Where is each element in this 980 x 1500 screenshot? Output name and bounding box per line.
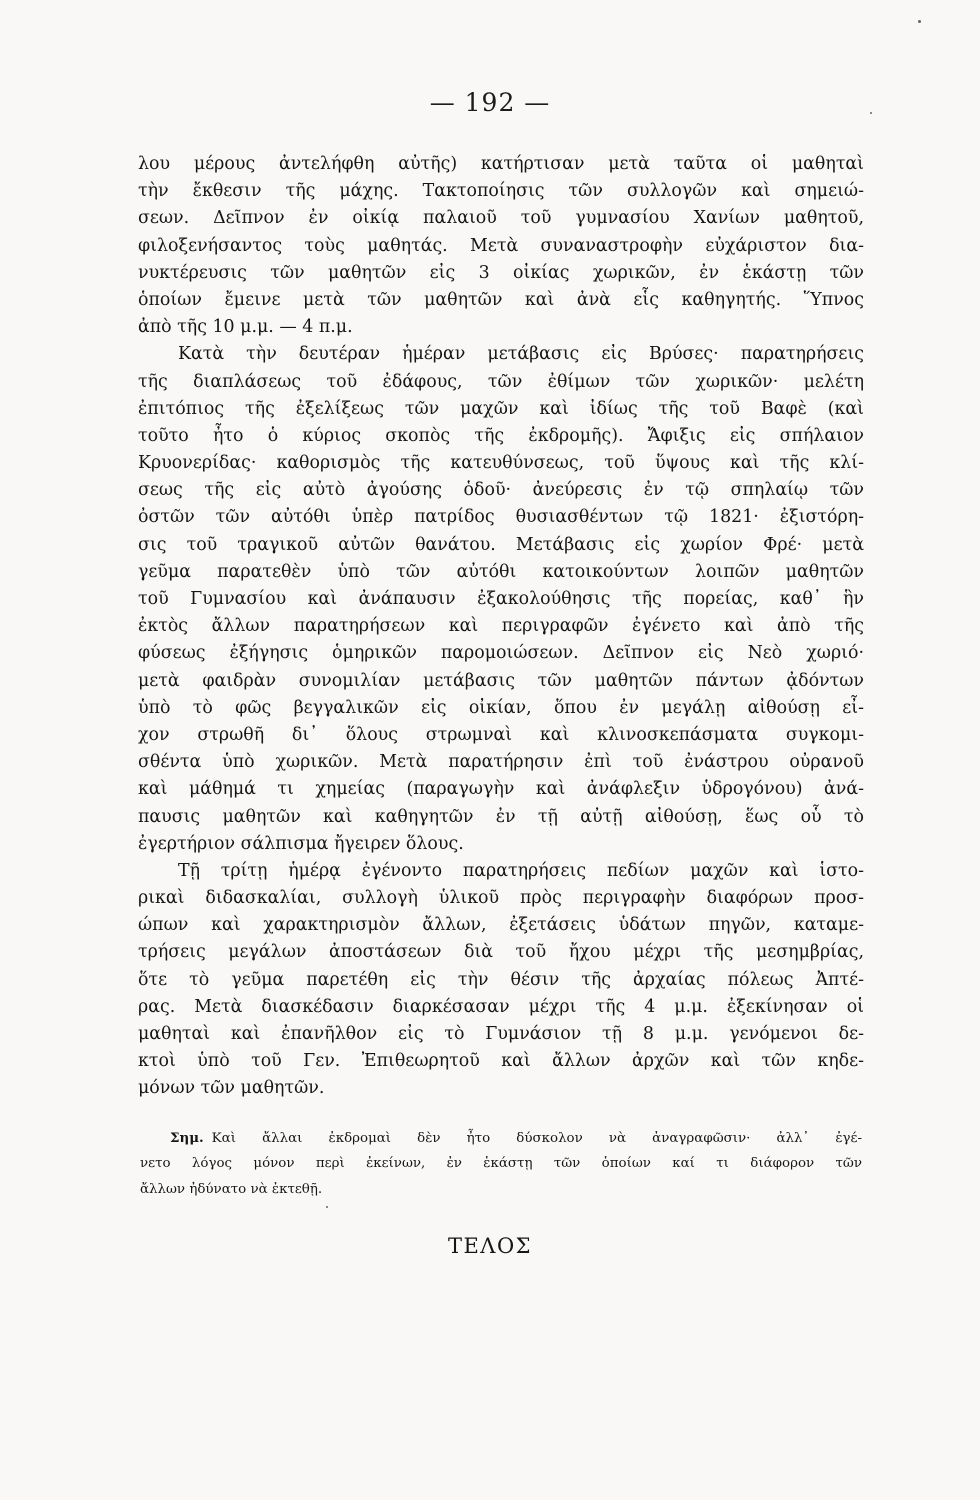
- footnote-line: ἄλλων ἠδύνατο νὰ ἐκτεθῇ.: [140, 1182, 323, 1197]
- text-line: χον στρωθῆ δι᾽ ὅλους στρωμναὶ καὶ κλινοσκεπάσματα συγκομι-: [138, 724, 864, 745]
- text-line: ρας. Μετὰ διασκέδασιν διαρκέσασαν μέχρι τῆς 4 μ.μ. ἐξεκίνησαν οἱ: [138, 996, 864, 1017]
- text-line: φύσεως ἐξήγησις ὁμηρικῶν παρομοιώσεων. Δεῖπνον εἰς Νεὸ χωριό·: [138, 643, 864, 664]
- text-line: μόνων τῶν μαθητῶν.: [138, 1078, 325, 1099]
- footnote-text: Καὶ ἄλλαι ἐκδρομαὶ δὲν ἦτο δύσκολον νὰ ἀναγραφῶσιν· ἀλλ᾽ ἐγέ-: [211, 1131, 862, 1146]
- body-text: [138, 151, 864, 1103]
- text-line: τὴν ἔκθεσιν τῆς μάχης. Τακτοποίησις τῶν συλλογῶν καὶ σημειώ-: [138, 181, 864, 202]
- ink-speck: [870, 112, 872, 114]
- text-line: σεων. Δεῖπνον ἐν οἰκίᾳ παλαιοῦ τοῦ γυμνασίου Χανίων μαθητοῦ,: [138, 208, 864, 229]
- footnote-label: Σημ.: [170, 1130, 204, 1146]
- text-line: τοῦτο ἦτο ὁ κύριος σκοπὸς τῆς ἐκδρομῆς). Ἄφιξις εἰς σπήλαιον: [138, 425, 864, 446]
- text-line: νυκτέρευσις τῶν μαθητῶν εἰς 3 οἰκίας χωρικῶν, ἐν ἑκάστῃ τῶν: [138, 262, 864, 283]
- text-line: ρικαὶ διδασκαλίαι, συλλογὴ ὑλικοῦ πρὸς περιγραφὴν διαφόρων προσ-: [138, 888, 864, 909]
- ink-speck: [326, 1206, 328, 1208]
- text-line: παυσις μαθητῶν καὶ καθηγητῶν ἐν τῇ αὐτῇ αἰθούσῃ, ἕως οὗ τὸ: [138, 806, 864, 827]
- text-line: ὀστῶν τῶν αὐτόθι ὑπὲρ πατρίδος θυσιασθέντων τῷ 1821· ἐξιστόρη-: [138, 507, 864, 528]
- footnote-line: [170, 1125, 862, 1151]
- text-line: τρήσεις μεγάλων ἀποστάσεων διὰ τοῦ ἤχου μέχρι τῆς μεσημβρίας,: [138, 942, 864, 963]
- text-line: ἐγερτήριον σάλπισμα ἤγειρεν ὅλους.: [138, 833, 464, 854]
- ink-speck: [918, 20, 921, 23]
- text-line: σθέντα ὑπὸ χωρικῶν. Μετὰ παρατήρησιν ἐπὶ τοῦ ἐνάστρου οὐρανοῦ: [138, 752, 864, 773]
- text-line: γεῦμα παρατεθὲν ὑπὸ τῶν αὐτόθι κατοικούντων λοιπῶν μαθητῶν: [138, 561, 864, 582]
- text-line: ὑπὸ τὸ φῶς βεγγαλικῶν εἰς οἰκίαν, ὅπου ἐν μεγάλῃ αἰθούσῃ εἶ-: [138, 697, 864, 718]
- text-line: Κατὰ τὴν δευτέραν ἡμέραν μετάβασις εἰς Βρύσες· παρατηρήσεις: [178, 344, 864, 365]
- text-line: ἐκτὸς ἄλλων παρατηρήσεων καὶ περιγραφῶν ἐγένετο καὶ ἀπὸ τῆς: [138, 616, 864, 637]
- text-line: μετὰ φαιδρὰν συνομιλίαν μετάβασις τῶν μαθητῶν πάντων ᾀδόντων: [138, 670, 864, 691]
- text-line: ἀπὸ τῆς 10 μ.μ. — 4 π.μ.: [138, 317, 353, 338]
- footnote: [140, 1125, 862, 1203]
- text-line: τῆς διαπλάσεως τοῦ ἐδάφους, τῶν ἐθίμων τῶν χωρικῶν· μελέτη: [138, 371, 864, 392]
- text-line: μαθηταὶ καὶ ἐπανῆλθον εἰς τὸ Γυμνάσιον τῇ 8 μ.μ. γενόμενοι δε-: [138, 1024, 864, 1044]
- text-line: κτοὶ ὑπὸ τοῦ Γεν. Ἐπιθεωρητοῦ καὶ ἄλλων ἀρχῶν καὶ τῶν κηδε-: [138, 1051, 864, 1072]
- text-line: Κρυονερίδας· καθορισμὸς τῆς κατευθύνσεως, τοῦ ὕψους καὶ τῆς κλί-: [138, 453, 864, 474]
- text-line: σις τοῦ τραγικοῦ αὐτῶν θανάτου. Μετάβασις εἰς χωρίον Φρέ· μετὰ: [138, 534, 864, 555]
- text-line: λου μέρους ἀντελήφθη αὐτῆς) κατήρτισαν μετὰ ταῦτα οἱ μαθηταὶ: [138, 154, 864, 174]
- text-line: φιλοξενήσαντος τοὺς μαθητάς. Μετὰ συναναστροφὴν εὐχάριστον δια-: [138, 235, 864, 256]
- text-line: σεως τῆς εἰς αὐτὸ ἀγούσης ὁδοῦ· ἀνεύρεσις ἐν τῷ σπηλαίῳ τῶν: [138, 480, 864, 501]
- text-line: ἐπιτόπιος τῆς ἐξελίξεως τῶν μαχῶν καὶ ἰδίως τῆς τοῦ Βαφὲ (καὶ: [138, 398, 864, 419]
- footnote-line: νετο λόγος μόνον περὶ ἐκείνων, ἐν ἑκάστῃ τῶν ὁποίων καί τι διάφορον τῶν: [140, 1156, 862, 1171]
- text-line: ὁποίων ἔμεινε μετὰ τῶν μαθητῶν καὶ ἀνὰ εἷς καθηγητής. Ὕπνος: [138, 289, 864, 310]
- text-line: Τῇ τρίτῃ ἡμέρᾳ ἐγένοντο παρατηρήσεις πεδίων μαχῶν καὶ ἱστο-: [178, 860, 864, 881]
- page-number: — 192 —: [429, 88, 551, 117]
- text-line: ὅτε τὸ γεῦμα παρετέθη εἰς τὴν θέσιν τῆς ἀρχαίας πόλεως Ἀπτέ-: [138, 969, 864, 990]
- text-line: καὶ μάθημά τι χημείας (παραγωγὴν καὶ ἀνάφλεξιν ὑδρογόνου) ἀνά-: [138, 779, 864, 800]
- end-mark: ΤΕΛΟΣ: [447, 1234, 533, 1258]
- text-line: ώπων καὶ χαρακτηρισμὸν ἄλλων, ἐξετάσεις ὑδάτων πηγῶν, καταμε-: [138, 915, 864, 936]
- text-line: τοῦ Γυμνασίου καὶ ἀνάπαυσιν ἐξακολούθησις τῆς πορείας, καθ᾽ ἣν: [138, 589, 864, 609]
